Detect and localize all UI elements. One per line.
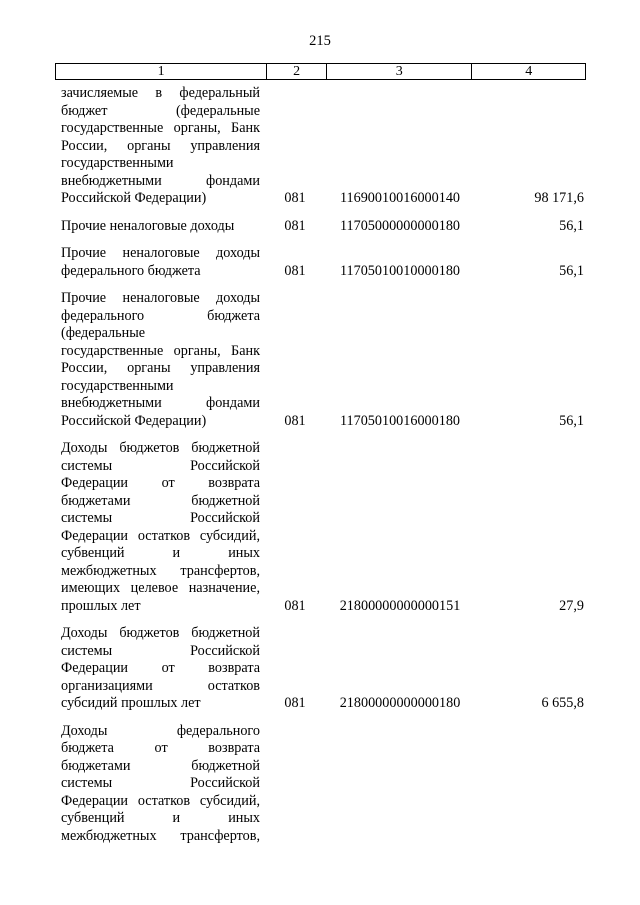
budget-code: 21800000000000180 <box>339 695 461 711</box>
table-row <box>0 723 640 846</box>
description-line: государственные органы, Банк <box>61 342 260 359</box>
description-line: имеющих целевое назначение, <box>61 580 260 596</box>
description-line: Федерации от возврата <box>61 660 260 676</box>
description-line: субвенций и иных <box>61 810 260 826</box>
description-line: системы Российской <box>61 642 260 659</box>
description-line: бюджета от возврата <box>61 740 260 756</box>
table-row <box>0 245 640 280</box>
description-line: Доходы бюджетов бюджетной <box>61 625 260 641</box>
admin-code: 081 <box>284 217 306 234</box>
description-line: организациями остатков <box>61 677 260 694</box>
description-line: Доходы бюджетов бюджетной <box>61 440 260 456</box>
row-description <box>61 245 260 280</box>
table-header <box>55 63 586 80</box>
description-line: Российской Федерации) <box>61 412 207 429</box>
admin-code: 081 <box>284 597 306 614</box>
description-line: Российской Федерации) <box>61 190 207 206</box>
table-body <box>0 85 640 845</box>
description-line: Прочие неналоговые доходы <box>61 290 260 306</box>
page-number: 215 <box>309 33 331 49</box>
amount-value: 27,9 <box>559 597 584 614</box>
description-line: (федеральные <box>61 325 146 341</box>
description-line: федерального бюджета <box>61 307 260 324</box>
description-line: Федерации остатков субсидий, <box>61 527 260 544</box>
row-description <box>61 218 260 236</box>
table-row <box>0 218 640 236</box>
amount-value: 56,1 <box>559 262 584 279</box>
header-col-4: 4 <box>471 64 585 79</box>
row-description <box>61 290 260 430</box>
amount-value: 98 171,6 <box>534 190 584 206</box>
description-line: России, органы управления <box>61 360 260 376</box>
row-description <box>61 625 260 713</box>
description-line: прошлых лет <box>61 597 141 614</box>
description-line: субсидий прошлых лет <box>61 695 201 711</box>
description-line: государственными <box>61 155 174 171</box>
amount-value: 6 655,8 <box>541 695 584 711</box>
description-line: системы Российской <box>61 510 260 526</box>
row-description <box>61 723 260 846</box>
description-line: бюджетами бюджетной <box>61 492 260 509</box>
description-line: Федерации остатков субсидий, <box>61 792 260 809</box>
budget-code: 11705010010000180 <box>339 262 461 279</box>
header-col-2: 2 <box>266 64 326 79</box>
description-line: межбюджетных трансфертов, <box>61 827 260 844</box>
budget-code: 11690010016000140 <box>339 190 461 206</box>
table-row <box>0 290 640 430</box>
description-line: внебюджетными фондами <box>61 172 260 189</box>
table-row <box>0 85 640 208</box>
admin-code: 081 <box>284 262 306 279</box>
description-line: Прочие неналоговые доходы <box>61 217 235 234</box>
budget-code: 11705010016000180 <box>339 412 461 429</box>
description-line: бюджетами бюджетной <box>61 757 260 774</box>
description-line: межбюджетных трансфертов, <box>61 562 260 579</box>
description-line: субвенций и иных <box>61 545 260 561</box>
description-line: Прочие неналоговые доходы <box>61 245 260 261</box>
budget-code: 11705000000000180 <box>339 217 461 234</box>
description-line: зачисляемые в федеральный <box>61 85 260 101</box>
admin-code: 081 <box>284 412 306 429</box>
row-description <box>61 85 260 208</box>
description-line: системы Российской <box>61 775 260 791</box>
description-line: Доходы федерального <box>61 722 260 739</box>
amount-value: 56,1 <box>559 412 584 429</box>
header-col-3: 3 <box>326 64 471 79</box>
description-line: федерального бюджета <box>61 262 201 279</box>
description-line: государственными <box>61 377 174 394</box>
description-line: бюджет (федеральные <box>61 102 260 119</box>
description-line: внебюджетными фондами <box>61 395 260 411</box>
header-col-1: 1 <box>157 64 165 79</box>
table-row <box>0 625 640 713</box>
admin-code: 081 <box>284 695 306 711</box>
amount-value: 56,1 <box>559 217 584 234</box>
admin-code: 081 <box>284 190 306 206</box>
budget-code: 21800000000000151 <box>339 597 461 614</box>
description-line: государственные органы, Банк <box>61 120 260 136</box>
description-line: системы Российской <box>61 457 260 474</box>
table-row <box>0 440 640 615</box>
row-description <box>61 440 260 615</box>
description-line: России, органы управления <box>61 137 260 154</box>
description-line: Федерации от возврата <box>61 475 260 491</box>
